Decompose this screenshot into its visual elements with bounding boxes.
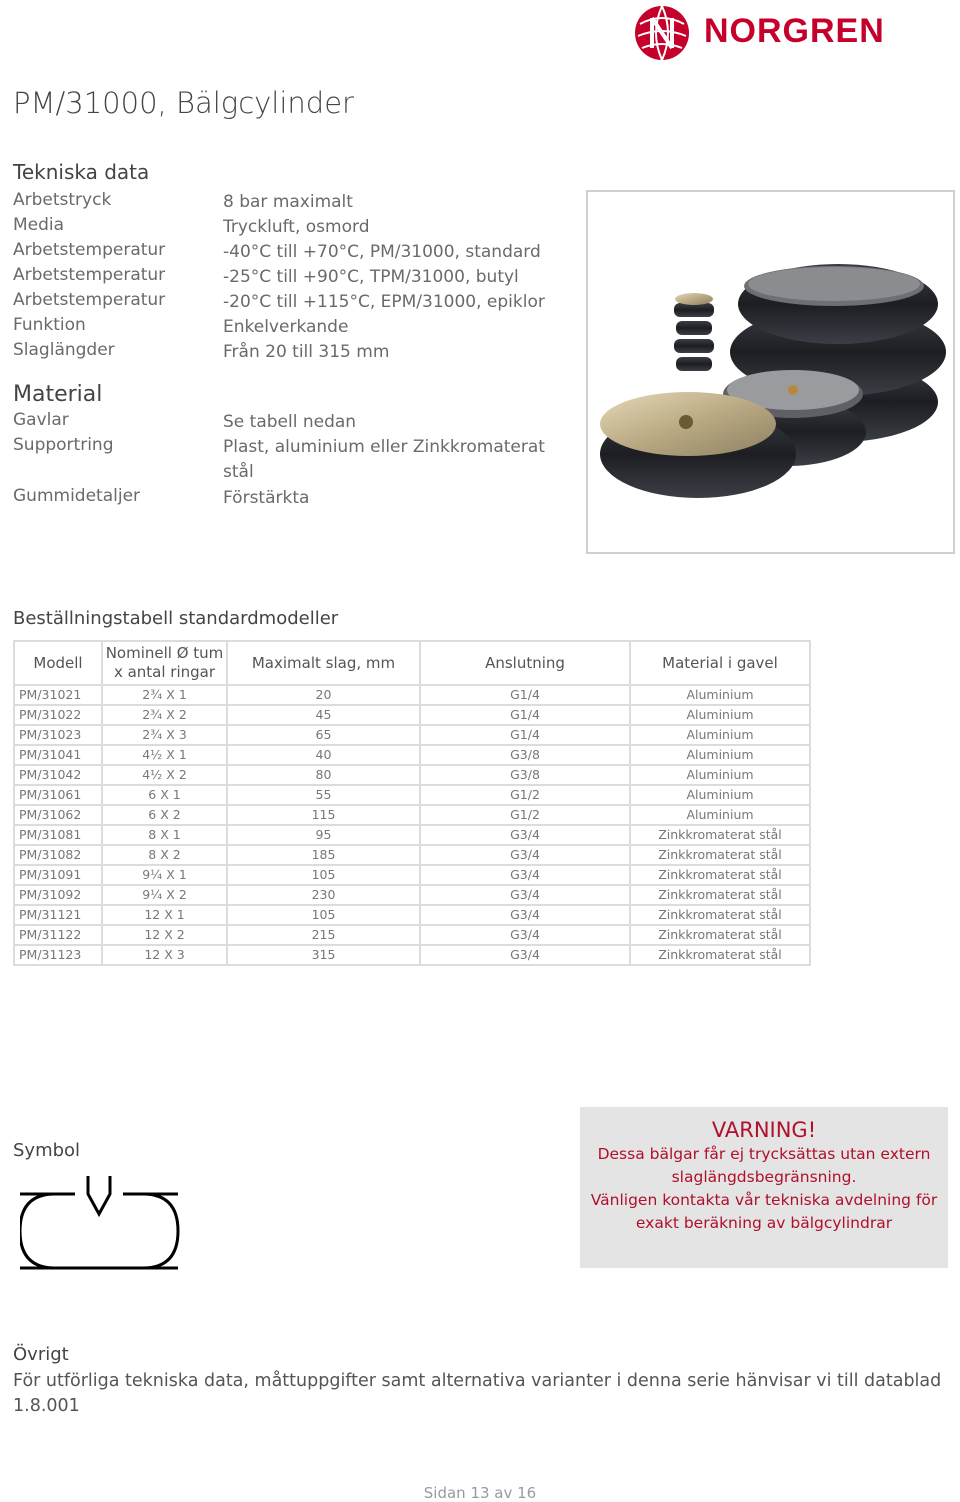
table-cell: G3/8 (420, 745, 630, 765)
table-cell: 6 X 1 (102, 785, 227, 805)
column-header: Nominell Ø tum x antal ringar (102, 641, 227, 685)
table-cell: G1/2 (420, 805, 630, 825)
spec-label: Media (13, 215, 65, 235)
material-title: Material (13, 382, 103, 407)
table-cell: Zinkkromaterat stål (630, 905, 810, 925)
table-cell: 215 (227, 925, 420, 945)
table-cell: G3/4 (420, 945, 630, 965)
table-cell: 12 X 1 (102, 905, 227, 925)
bellows-symbol (20, 1172, 182, 1272)
table-cell: PM/31041 (14, 745, 102, 765)
page-number: Sidan 13 av 16 (423, 1484, 537, 1502)
table-row (14, 805, 810, 825)
spec-row (13, 240, 613, 265)
table-cell: PM/31121 (14, 905, 102, 925)
table-cell: Zinkkromaterat stål (630, 925, 810, 945)
table-cell: Zinkkromaterat stål (630, 845, 810, 865)
material-row (13, 486, 613, 511)
table-cell: 95 (227, 825, 420, 845)
table-cell: 12 X 3 (102, 945, 227, 965)
table-cell: PM/31081 (14, 825, 102, 845)
table-row (14, 725, 810, 745)
other-text: För utförliga tekniska data, måttuppgifter samt alternativa varianter i denna serie hänvisar vi till datablad 1.8.001 (13, 1371, 942, 1416)
warning-heading: VARNING! (711, 1118, 817, 1142)
spec-row (13, 215, 613, 240)
material-label: Gummidetaljer (13, 486, 141, 506)
table-cell: G1/2 (420, 785, 630, 805)
order-table-title: Beställningstabell standardmodeller (13, 608, 339, 629)
table-cell: 55 (227, 785, 420, 805)
table-cell: G3/4 (420, 825, 630, 845)
table-cell: 8 X 1 (102, 825, 227, 845)
bellows-cylinder-symbol-icon (20, 1172, 182, 1272)
table-cell: 40 (227, 745, 420, 765)
table-cell: G1/4 (420, 725, 630, 745)
table-cell: Aluminium (630, 805, 810, 825)
table-row (14, 705, 810, 725)
column-header: Maximalt slag, mm (227, 641, 420, 685)
table-row (14, 885, 810, 905)
spec-label: Arbetstemperatur (13, 240, 166, 260)
table-cell: 45 (227, 705, 420, 725)
table-row (14, 765, 810, 785)
material-row (13, 435, 613, 485)
spec-label: Arbetstryck (13, 190, 112, 210)
table-cell: G3/4 (420, 925, 630, 945)
table-cell: 65 (227, 725, 420, 745)
material-value: Plast, aluminium eller Zinkkromaterat stål (223, 437, 545, 482)
table-cell: G1/4 (420, 685, 630, 705)
table-row (14, 745, 810, 765)
table-cell: G1/4 (420, 705, 630, 725)
table-cell: 230 (227, 885, 420, 905)
table-row (14, 785, 810, 805)
table-cell: G3/4 (420, 865, 630, 885)
table-cell: G3/4 (420, 885, 630, 905)
table-cell: Aluminium (630, 725, 810, 745)
spec-value: Enkelverkande (223, 317, 349, 337)
table-cell: 105 (227, 865, 420, 885)
table-cell: Zinkkromaterat stål (630, 885, 810, 905)
table-cell: 80 (227, 765, 420, 785)
table-cell: 4½ X 2 (102, 765, 227, 785)
table-cell: Aluminium (630, 705, 810, 725)
table-cell: 2¾ X 1 (102, 685, 227, 705)
warning-text-2: Vänligen kontakta vår tekniska avdelning för exakt beräkning av bälgcylindrar (590, 1191, 938, 1232)
table-header-row (14, 641, 810, 685)
spec-value: -40°C till +70°C, PM/31000, standard (223, 242, 541, 262)
table-cell: PM/31061 (14, 785, 102, 805)
table-cell: G3/8 (420, 765, 630, 785)
page-title: PM/31000, Bälgcylinder (13, 86, 354, 120)
table-cell: PM/31092 (14, 885, 102, 905)
table-cell: 115 (227, 805, 420, 825)
norgren-logo (632, 4, 954, 62)
spec-label: Arbetstemperatur (13, 290, 166, 310)
table-cell: PM/31062 (14, 805, 102, 825)
table-cell: PM/31122 (14, 925, 102, 945)
material-row (13, 410, 613, 435)
table-row (14, 845, 810, 865)
spec-label: Arbetstemperatur (13, 265, 166, 285)
material-label: Gavlar (13, 410, 69, 430)
table-cell: 315 (227, 945, 420, 965)
spec-row (13, 265, 613, 290)
table-cell: PM/31023 (14, 725, 102, 745)
column-header: Modell (14, 641, 102, 685)
table-cell: 6 X 2 (102, 805, 227, 825)
table-row (14, 825, 810, 845)
spec-label: Slaglängder (13, 340, 115, 360)
column-header: Anslutning (420, 641, 630, 685)
table-cell: 185 (227, 845, 420, 865)
table-cell: Aluminium (630, 745, 810, 765)
table-cell: 2¾ X 3 (102, 725, 227, 745)
symbol-title: Symbol (13, 1140, 81, 1161)
table-cell: Aluminium (630, 785, 810, 805)
table-cell: Aluminium (630, 685, 810, 705)
table-cell: G3/4 (420, 845, 630, 865)
table-cell: 20 (227, 685, 420, 705)
material-value: Se tabell nedan (223, 412, 357, 432)
brand-name: NORGREN (704, 12, 885, 50)
table-cell: 2¾ X 2 (102, 705, 227, 725)
spec-row (13, 290, 613, 315)
spec-label: Funktion (13, 315, 86, 335)
spec-value: Från 20 till 315 mm (223, 342, 390, 362)
table-cell: PM/31042 (14, 765, 102, 785)
table-cell: Zinkkromaterat stål (630, 945, 810, 965)
table-row (14, 685, 810, 705)
table-cell: 9¼ X 2 (102, 885, 227, 905)
material-value: Förstärkta (223, 488, 310, 508)
technical-title: Tekniska data (13, 160, 150, 184)
material-label: Supportring (13, 435, 114, 455)
spec-value: -20°C till +115°C, EPM/31000, epiklor (223, 292, 545, 312)
column-header: Material i gavel (630, 641, 810, 685)
warning-text-1: Dessa bälgar får ej trycksättas utan extern slaglängdsbegränsning. (597, 1145, 931, 1186)
warning-box (580, 1107, 948, 1268)
table-cell: PM/31091 (14, 865, 102, 885)
table-cell: PM/31021 (14, 685, 102, 705)
spec-value: 8 bar maximalt (223, 192, 353, 212)
bellows-cylinders-illustration (588, 192, 953, 552)
table-row (14, 905, 810, 925)
table-cell: PM/31022 (14, 705, 102, 725)
table-cell: PM/31123 (14, 945, 102, 965)
table-cell: 12 X 2 (102, 925, 227, 945)
table-cell: Aluminium (630, 765, 810, 785)
spec-row (13, 315, 613, 340)
table-row (14, 945, 810, 965)
spec-value: Tryckluft, osmord (223, 217, 370, 237)
order-table (13, 640, 811, 966)
table-cell: 9¼ X 1 (102, 865, 227, 885)
table-cell: 105 (227, 905, 420, 925)
norgren-globe-icon (632, 4, 694, 62)
other-title: Övrigt (13, 1344, 69, 1365)
spec-value: -25°C till +90°C, TPM/31000, butyl (223, 267, 519, 287)
table-cell: PM/31082 (14, 845, 102, 865)
table-cell: Zinkkromaterat stål (630, 825, 810, 845)
table-cell: G3/4 (420, 905, 630, 925)
spec-row (13, 340, 613, 365)
product-image (586, 190, 955, 554)
table-cell: 4½ X 1 (102, 745, 227, 765)
table-cell: 8 X 2 (102, 845, 227, 865)
spec-row (13, 190, 613, 215)
table-row (14, 925, 810, 945)
table-cell: Zinkkromaterat stål (630, 865, 810, 885)
table-row (14, 865, 810, 885)
